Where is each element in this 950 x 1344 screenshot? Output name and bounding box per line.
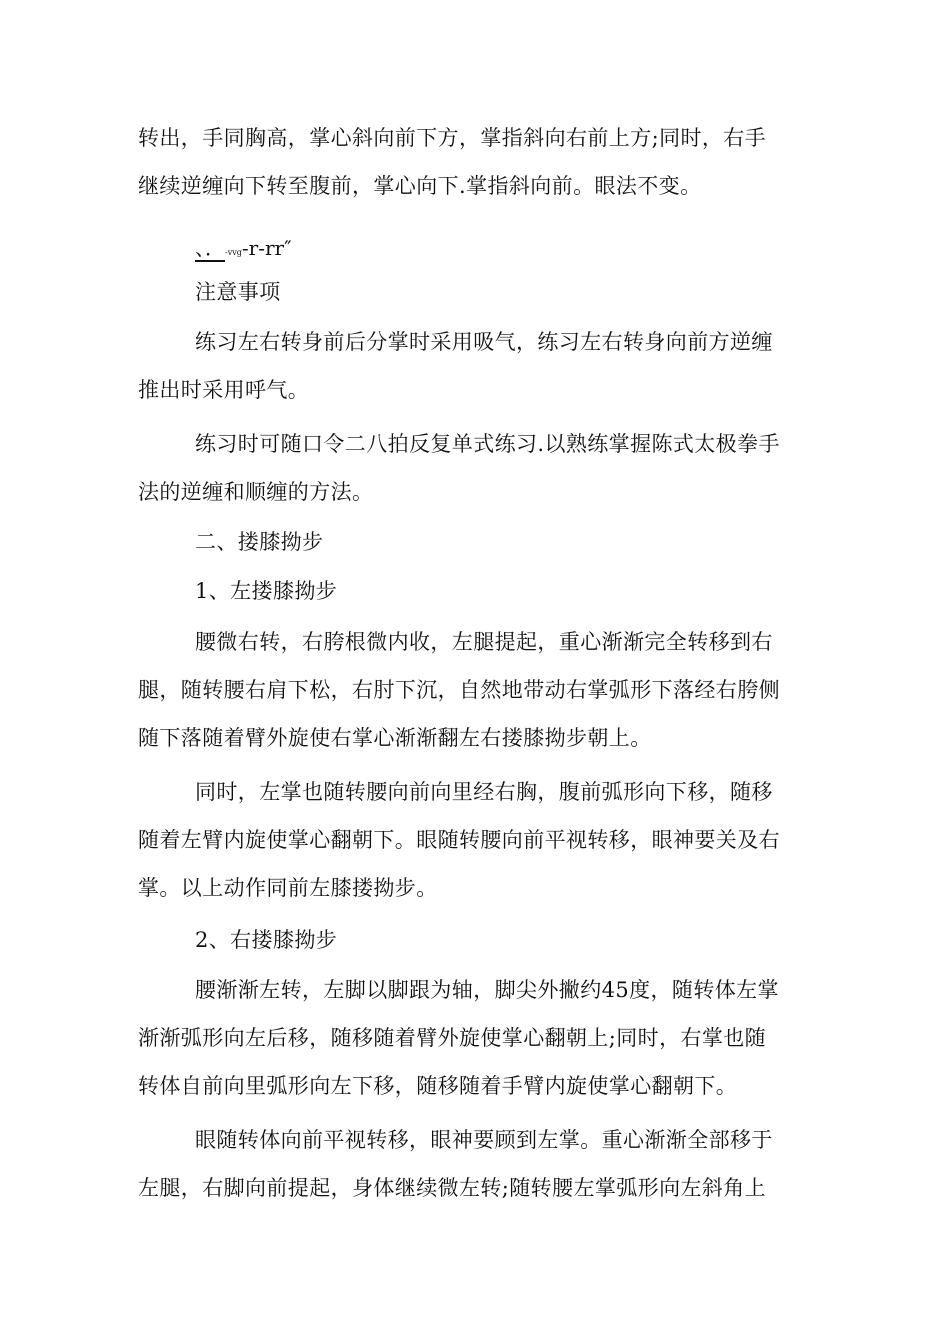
text-line: 腿，随转腰右肩下松，右肘下沉，自然地带动右掌弧形下落经右胯侧 — [138, 678, 780, 702]
text-line: 转出，手同胸高，掌心斜向前下方，掌指斜向右前上方;同时，右手 — [138, 126, 767, 150]
paragraph-left-step-1 — [138, 618, 822, 762]
paragraph-right-step-2 — [138, 1116, 822, 1212]
text-line: 练习时可随口令二八拍反复单式练习.以熟练掌握陈式太极拳手 — [195, 432, 780, 456]
paragraph-breathing — [138, 318, 822, 414]
text-line: 渐渐弧形向左后移，随移随着臂外旋使掌心翻朝上;同时，右掌也随 — [138, 1026, 767, 1050]
artifact-tail: -r-rr″ — [241, 236, 292, 260]
text-line: 眼随转体向前平视转移，眼神要顾到左掌。重心渐渐全部移于 — [195, 1128, 773, 1152]
paragraph-practice — [138, 420, 822, 516]
text-line: 推出时采用呼气。 — [138, 378, 310, 402]
paragraph-right-step-1 — [138, 966, 822, 1110]
text-line: 腰微右转，右胯根微内收，左腿提起，重心渐渐完全转移到右 — [195, 630, 773, 654]
text-line: 腰渐渐左转，左脚以脚跟为轴，脚尖外撇约45度，随转体左掌 — [195, 978, 779, 1002]
text-line: 随下落随着臂外旋使右掌心渐渐翻左右搂膝拗步朝上。 — [138, 726, 652, 750]
paragraph-left-step-2 — [138, 768, 822, 912]
subsection-heading-right — [138, 916, 822, 964]
text-line: 随着左臂内旋使掌心翻朝下。眼随转腰向前平视转移，眼神要关及右 — [138, 828, 780, 852]
text-line: 继续逆缠向下转至腹前，掌心向下.掌指斜向前。眼法不变。 — [138, 174, 702, 198]
scan-artifact-text — [195, 234, 292, 267]
text-line: 法的逆缠和顺缠的方法。 — [138, 480, 374, 504]
text-line: 转体自前向里弧形向左下移，随移随着手臂内旋使掌心翻朝下。 — [138, 1074, 738, 1098]
text-line: 2、右搂膝拗步 — [195, 928, 338, 952]
subsection-heading-left — [138, 567, 822, 615]
section-heading — [138, 518, 822, 566]
paragraph-continued — [138, 114, 822, 210]
text-line: 1、左搂膝拗步 — [195, 579, 338, 603]
text-line: 二、搂膝拗步 — [195, 530, 324, 554]
artifact-tiny: -vvg — [225, 248, 242, 257]
text-line: 掌。以上动作同前左膝搂拗步。 — [138, 876, 438, 900]
text-line: 练习左右转身前后分掌时采用吸气，练习左右转身向前方逆缠 — [195, 330, 773, 354]
text-line: 左腿，右脚向前提起，身体继续微左转;随转腰左掌弧形向左斜角上 — [138, 1176, 767, 1200]
text-line: 注意事项 — [195, 280, 281, 304]
heading-notes — [138, 268, 822, 316]
artifact-underlined: 、． — [195, 236, 225, 260]
text-line: 同时，左掌也随转腰向前向里经右胸，腹前弧形向下移，随移 — [195, 780, 773, 804]
